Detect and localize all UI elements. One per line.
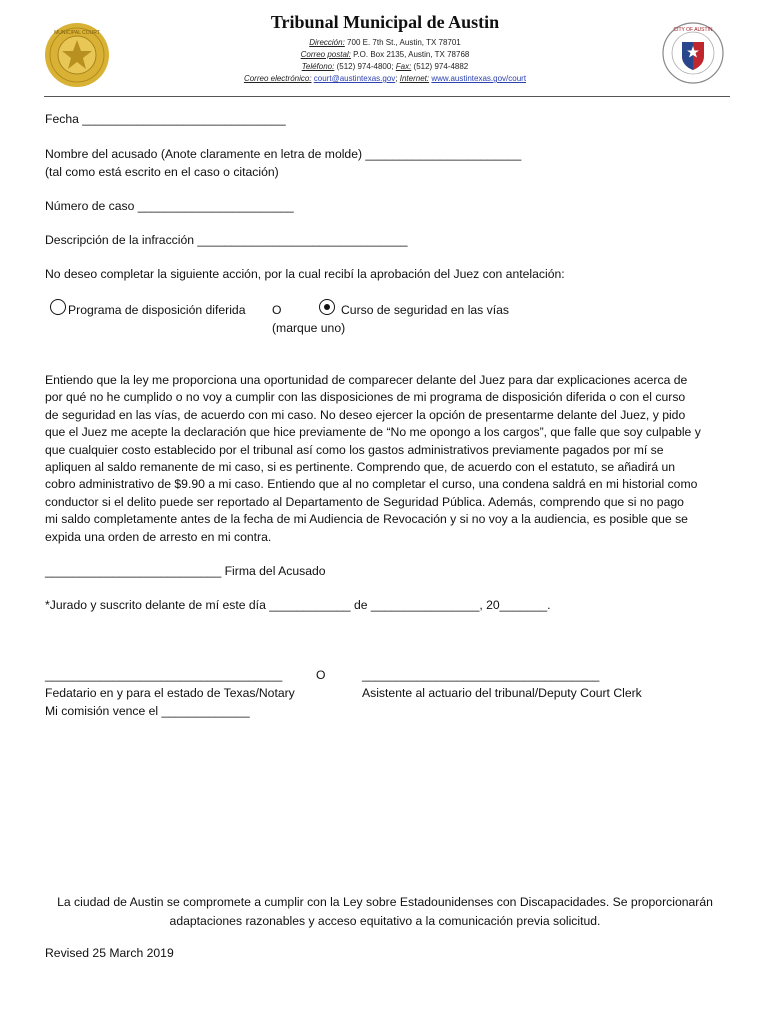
commission-expiry-field[interactable]: Mi comisión vence el _____________ [45,704,250,718]
defendant-signature-field[interactable]: __________________________ Firma del Acusado [45,564,326,578]
deferred-disposition-radio[interactable] [50,299,66,315]
city-of-austin-seal-icon [662,22,724,84]
clerk-signature-line[interactable]: ___________________________________ [362,668,600,682]
date-field[interactable]: Fecha ______________________________ [45,112,286,126]
defendant-name-field[interactable]: Nombre del acusado (Anote claramente en letra de molde) _______________________ [45,147,522,161]
radio-selected-dot [324,304,330,310]
or-separator-2: O [316,668,326,682]
defendant-name-note: (tal como está escrito en el caso o citación) [45,165,279,179]
or-separator: O [272,303,282,317]
marque-uno-note: (marque uno) [272,321,346,335]
email-link[interactable]: court@austintexas.gov [313,74,396,83]
contact-line: Correo electrónico: court@austintexas.gov; Internet: www.austintexas.gov/court [243,74,527,83]
clerk-label: Asistente al actuario del tribunal/Deputy Court Clerk [362,686,642,700]
page-title: Tribunal Municipal de Austin [270,12,500,32]
no-deseo-statement: No deseo completar la siguiente acción, por la cual recibí la aprobación del Juez con antelación: [45,267,565,281]
sworn-date-field[interactable]: *Jurado y suscrito delante de mí este día ____________ de ________________, 20_______. [45,598,551,612]
svg-text:CITY OF AUSTIN: CITY OF AUSTIN [673,27,713,33]
violation-description-field[interactable]: Descripción de la infracción _______________________________ [45,233,408,247]
svg-text:MUNICIPAL COURT: MUNICIPAL COURT [54,30,100,36]
header-divider [44,96,730,97]
deferred-disposition-label: Programa de disposición diferida [68,303,246,317]
phone-line: Teléfono: (512) 974-4800; Fax: (512) 974-4882 [301,62,469,71]
driving-safety-label: Curso de seguridad en las vías [341,303,510,317]
ada-notice: La ciudad de Austin se compromete a cumplir con la Ley sobre Estadounidenses con Discapacidades. Se proporcionarán adaptaciones razonables y acceso equitativo a la comunicación previa solicitud. [57,895,713,928]
notary-label: Fedatario en y para el estado de Texas/Notary [45,686,295,700]
postal-line: Correo postal: P.O. Box 2135, Austin, TX 78768 [300,50,470,59]
case-number-field[interactable]: Número de caso _______________________ [45,199,294,213]
driving-safety-radio[interactable] [319,299,335,315]
statement-paragraph: Entiendo que la ley me proporciona una oportunidad de comparecer delante del Juez para dar explicaciones acerca de por qué no he cumplido o no voy a cumplir con las disposiciones de mi programa de disposición diferida o con el curso de seguridad en las vías, de acuerdo con mi caso. No deseo ejercer la opción de presentarme delante del Juez, y pido que el Juez me acepte la declaración que hice previamente de “No me opongo a los cargos”, que falle que soy culpable y que cualquier costo establecido por el tribunal así como los gastos administrativos previamente pagados por mí se apliquen al saldo remanente de mi caso, si es pertinente. Comprendo que, de acuerdo con el estatuto, se añadirá un cobro administrativo de $9.90 a mi caso. Entiendo que al no completar el curso, una condena saldrá en mi historial como conductor si el delito puede ser reportado al Departamento de Seguridad Pública. Además, comprendo que si no pago mi saldo completamente antes de la fecha de mi Audiencia de Revocación y si no voy a la audiencia, es posible que se expida una orden de arresto en mi contra. [45,373,701,544]
address-line: Dirección: 700 E. 7th St., Austin, TX 78701 [309,38,461,47]
municipal-court-seal-icon [44,22,110,88]
website-link[interactable]: www.austintexas.gov/court [431,74,527,83]
revision-date: Revised 25 March 2019 [45,946,174,960]
notary-signature-line[interactable]: ___________________________________ [45,668,283,682]
